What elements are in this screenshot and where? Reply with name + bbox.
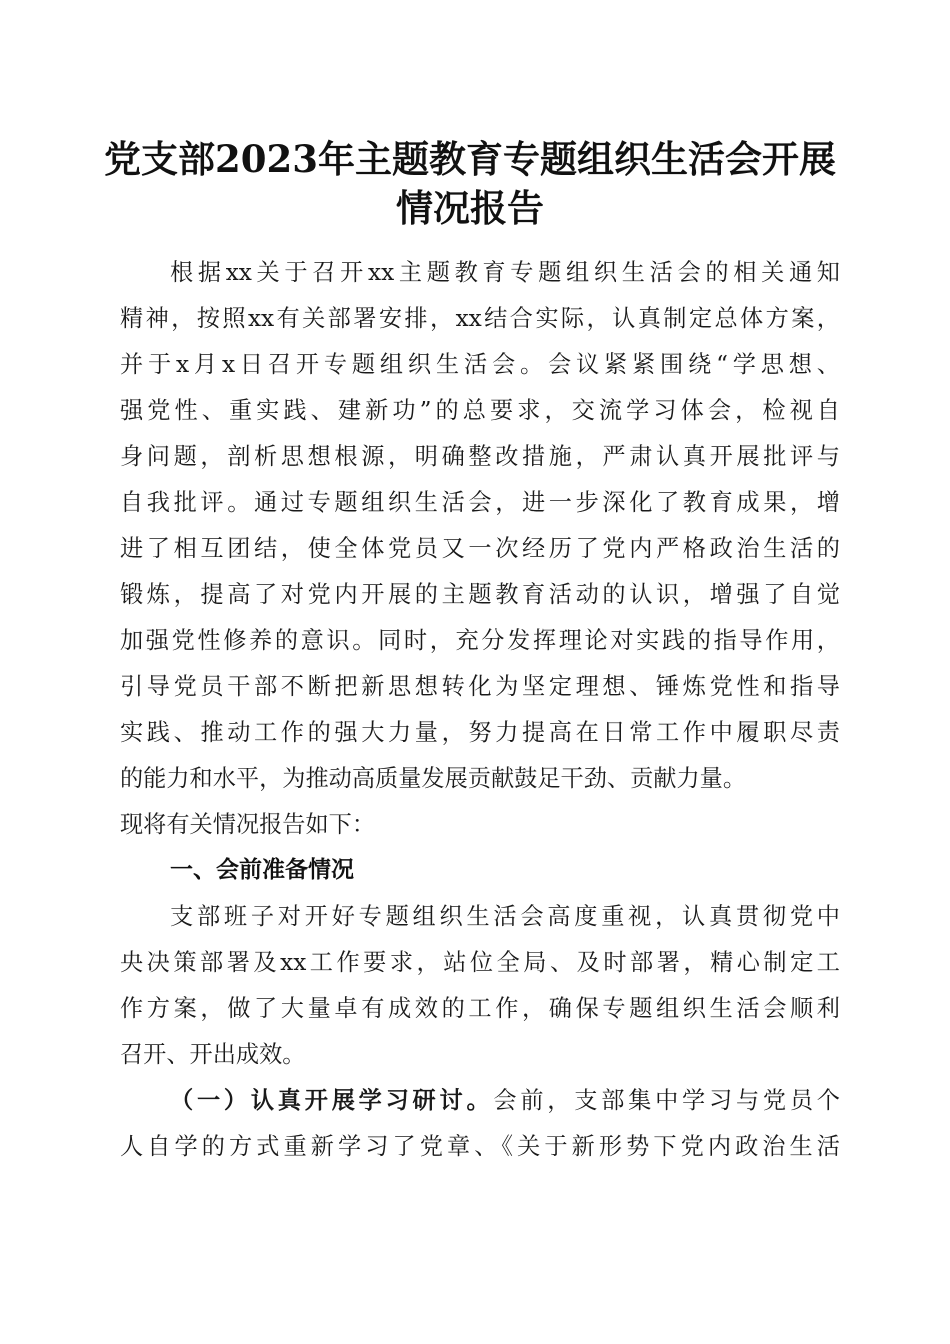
- section-heading: 一、会前准备情况: [170, 857, 354, 883]
- intro-paragraph-line: 进了相互团结，使全体党员又一次经历了党内严格政治生活的: [120, 535, 840, 562]
- intro-paragraph-line: 的能力和水平，为推动高质量发展贡献鼓足干劲、贡献力量。: [120, 765, 747, 792]
- intro-paragraph-line: 并于x月x日召开专题组织生活会。会议紧紧围绕“学思想、: [120, 351, 840, 378]
- intro-paragraph-line: 强党性、重实践、建新功”的总要求，交流学习体会，检视自: [120, 397, 840, 424]
- subsection-first-line: [170, 1078, 840, 1124]
- intro-paragraph-line: 加强党性修养的意识。同时，充分发挥理论对实践的指导作用，: [120, 627, 840, 654]
- intro-paragraph-line: 引导党员干部不断把新思想转化为坚定理想、锤炼党性和指导: [120, 673, 840, 700]
- intro-paragraph-line: 身问题，剖析思想根源，明确整改措施，严肃认真开展批评与: [120, 443, 840, 470]
- intro-paragraph-line: 现将有关情况报告如下：: [120, 811, 376, 838]
- section-paragraph-line: 支部班子对开好专题组织生活会高度重视，认真贯彻党中: [170, 903, 840, 930]
- document-title-line-1: 党支部2023年主题教育专题组织生活会开展: [104, 137, 836, 181]
- section-paragraph-line: 召开、开出成效。: [120, 1041, 306, 1068]
- document-title-line-2: 情况报告: [396, 186, 544, 230]
- section-paragraph-line: 央决策部署及xx工作要求，站位全局、及时部署，精心制定工: [120, 949, 840, 976]
- subsection-paragraph-line: 人自学的方式重新学习了党章、《关于新形势下党内政治生活: [120, 1133, 840, 1160]
- subsection-text: 会前，支部集中学习与党员个: [493, 1087, 840, 1114]
- intro-paragraph-line: 根据xx关于召开xx主题教育专题组织生活会的相关通知: [170, 259, 840, 286]
- intro-paragraph-line: 实践、推动工作的强大力量，努力提高在日常工作中履职尽责: [120, 719, 840, 746]
- intro-paragraph-line: 精神，按照xx有关部署安排，xx结合实际，认真制定总体方案，: [120, 305, 840, 332]
- subsection-title: （一）认真开展学习研讨。: [170, 1087, 494, 1114]
- section-paragraph-line: 作方案，做了大量卓有成效的工作，确保专题组织生活会顺利: [120, 995, 840, 1022]
- intro-paragraph-line: 自我批评。通过专题组织生活会，进一步深化了教育成果，增: [120, 489, 840, 516]
- intro-paragraph-line: 锻炼，提高了对党内开展的主题教育活动的认识，增强了自觉: [120, 581, 840, 608]
